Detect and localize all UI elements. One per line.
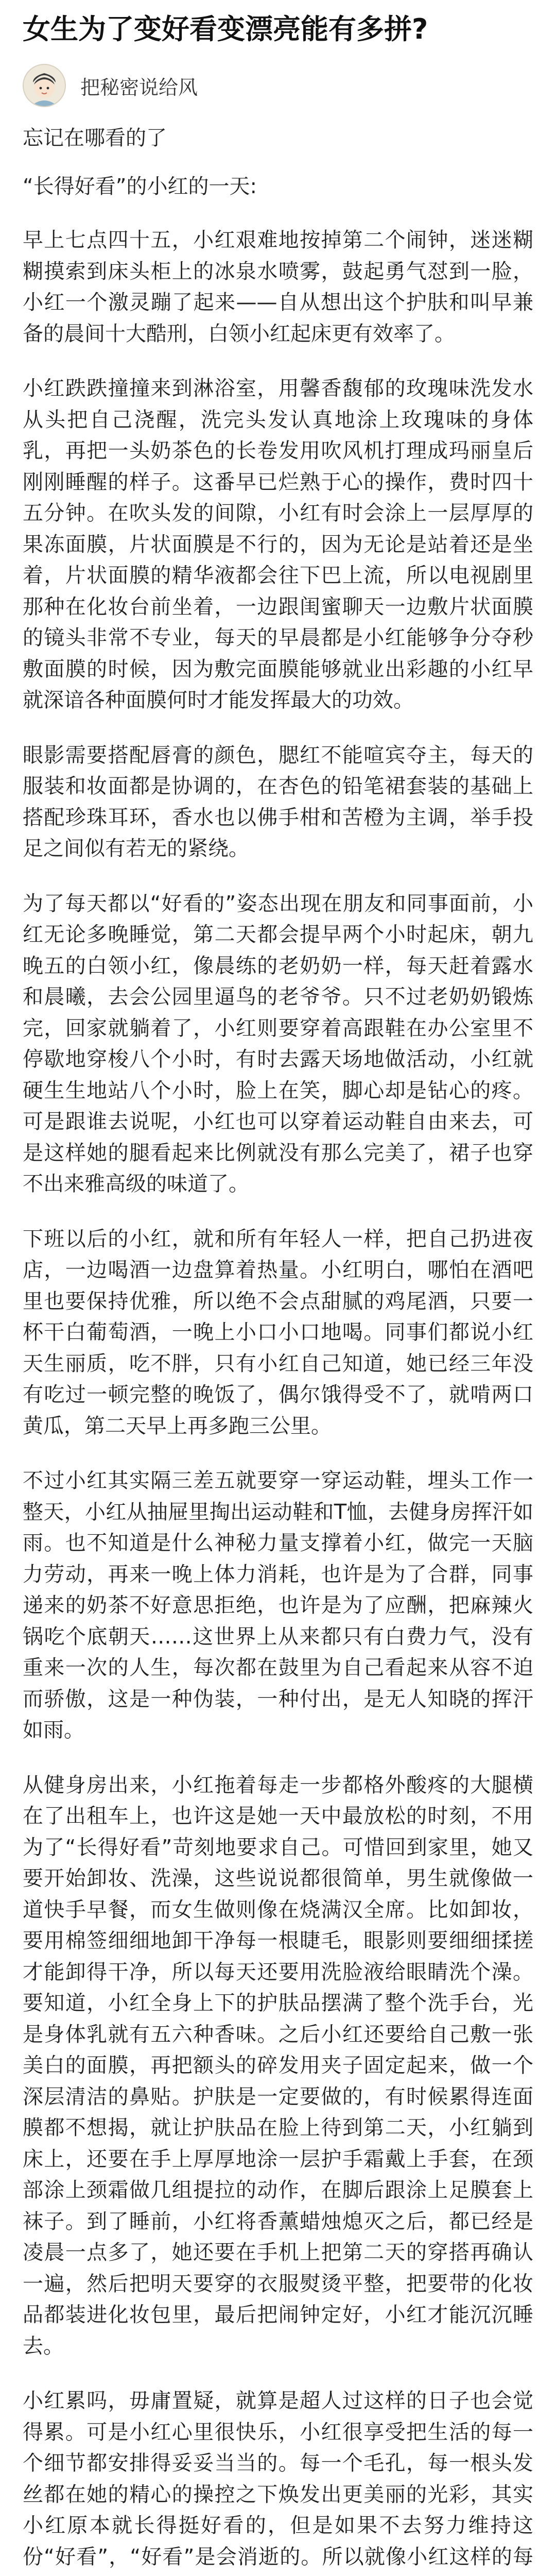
post-title: 女生为了变好看变漂亮能有多拼?: [23, 13, 428, 45]
greeting-text: 忘记在哪看的了: [23, 126, 167, 150]
section-subheading: “长得好看”的小红的一天:: [23, 175, 257, 198]
paragraph: 不过小红其实隔三差五就要穿一穿运动鞋，埋头工作一整天，小红从抽屉里掏出运动鞋和T恤，去健身房挥汗如雨。也不知道是什么神秘力量支撑着小红，做完一天脑力劳动，再来一晚上体力消耗，也许是为了合群，同事递来的奶茶不好意思拒绝，也许是为了应酬，把麻辣火锅吃个底朝天……这世界上从来都只有白费力气，没有重来一次的人生，每次都在鼓里为自己看起来从容不迫而骄傲，这是一种伪装，一种付出，是无人知晓的挥汗如雨。: [23, 1469, 533, 1742]
paragraph: 为了每天都以“好看的”姿态出现在朋友和同事面前，小红无论多晚睡觉，第二天都会提早两个小时起床，朝九晚五的白领小红，像晨练的老奶奶一样，每天赶着露水和晨曦，去会公园里逼鸟的老爷爷。只不过老奶奶锻炼完，回家就躺着了，小红则要穿着高跟鞋在办公室里不停歇地穿梭八个小时，有时去露天场地做活动，小红就硬生生地站八个小时，脸上在笑，脚心却是钻心的疼。可是跟谁去说呢，小红也可以穿着运动鞋自由来去，可是这样她的腿看起来比例就没有那么完美了，裙子也穿不出来雅高级的味道了。: [23, 891, 533, 1196]
cartoon-avatar-icon: [24, 65, 65, 106]
paragraph: 从健身房出来，小红拖着每走一步都格外酸疼的大腿横在了出租车上，也许这是她一天中最放松的时刻，不用为了“长得好看”苛刻地要求自己。可惜回到家里，她又要开始卸妆、洗澡，这些说说都很简单，男生就像做一道快手早餐，而女生做则像在烧满汉全席。比如卸妆，要用棉签细细地卸干净每一根睫毛，眼影则要细细揉搓才能卸得干净，所以每天还要用洗脸液给眼睛洗个澡。要知道，小红全身上下的护肤品摆满了整个洗手台，光是身体乳就有五六种香味。之后小红还要给自己敷一张美白的面膜，再把额头的碎发用夹子固定起来，做一个深层清洁的鼻贴。护肤是一定要做的，有时候累得连面膜都不想揭，就让护肤品在脸上待到第二天，小红躺到床上，还要在手上厚厚地涂一层护手霜戴上手套，在颈部涂上颈霜做几组提拉的动作，在脚后跟涂上足膜套上袜子。到了睡前，小红将香薰蜡烛熄灭之后，都已经是凌晨一点多了，她还要在手机上把第二天的穿搭再确认一遍，然后把明天要穿的衣服熨烫平整，把要带的化妆品都装进化妆包里，最后把闹钟定好，小红才能沉沉睡去。: [23, 1773, 533, 2358]
author-row[interactable]: [23, 62, 533, 109]
cartoon-avatar-icon[interactable]: [23, 64, 66, 107]
paragraph: 眼影需要搭配唇膏的颜色，腮红不能喧宾夺主，每天的服装和妆面都是协调的，在杏色的铅笔裙套装的基础上搭配珍珠耳环，香水也以佛手柑和苦橙为主调，举手投足之间似有若无的紧绕。: [23, 743, 533, 860]
paragraph: 下班以后的小红，就和所有年轻人一样，把自己扔进夜店，一边喝酒一边盘算着热量。小红明白，哪怕在酒吧里也要保持优雅，所以绝不会点甜腻的鸡尾酒，只要一杯干白葡萄酒，一晚上小口小口地喝。同事们都说小红天生丽质，吃不胖，只有小红自己知道，她已经三年没有吃过一顿完整的晚饭了，偶尔饿得受不了，就啃两口黄瓜，第二天早上再多跑三公里。: [23, 1227, 533, 1438]
author-name[interactable]: 把秘密说给风: [80, 76, 198, 99]
paragraph: 小红累吗，毋庸置疑，就算是超人过这样的日子也会觉得累。可是小红心里很快乐，小红很享受把生活的每一个细节都安排得妥妥当当的。每一个毛孔，每一根头发丝都在她的精心的操控之下焕发出更美丽的光彩，其实小红原本就长得挺好看的，但是如果不去努力维持这份“好看”，“好看”是会消逝的。所以就像小红这样的每: [23, 2389, 533, 2569]
paragraph: 小红跌跌撞撞来到淋浴室，用馨香馥郁的玫瑰味洗发水从头把自己浇醒，洗完头发认真地涂上玫瑰味的身体乳，再把一头奶茶色的长卷发用吹风机打理成玛丽皇后刚刚睡醒的样子。这番早已烂熟于心的操作，费时四十五分钟。在吹头发的间隙，小红有时会涂上一层厚厚的果冻面膜，片状面膜是不行的，因为无论是站着还是坐着，片状面膜的精华液都会往下巴上流，所以电视剧里那种在化妆台前坐着，一边跟闺蜜聊天一边敷片状面膜的镜头非常不专业，每天的早晨都是小红能够争分夺秒敷面膜的时候，因为敷完面膜能够就业出彩趣的小红早就深谙各种面膜何时才能发挥最大的功效。: [23, 377, 533, 712]
paragraph: 早上七点四十五，小红艰难地按掉第二个闹钟，迷迷糊糊摸索到床头柜上的冰泉水喷雾，鼓起勇气怼到一脸，小红一个激灵蹦了起来——自从想出这个护肤和叫早兼备的晨间十大酷刑，白领小红起床更有效率了。: [23, 228, 533, 346]
